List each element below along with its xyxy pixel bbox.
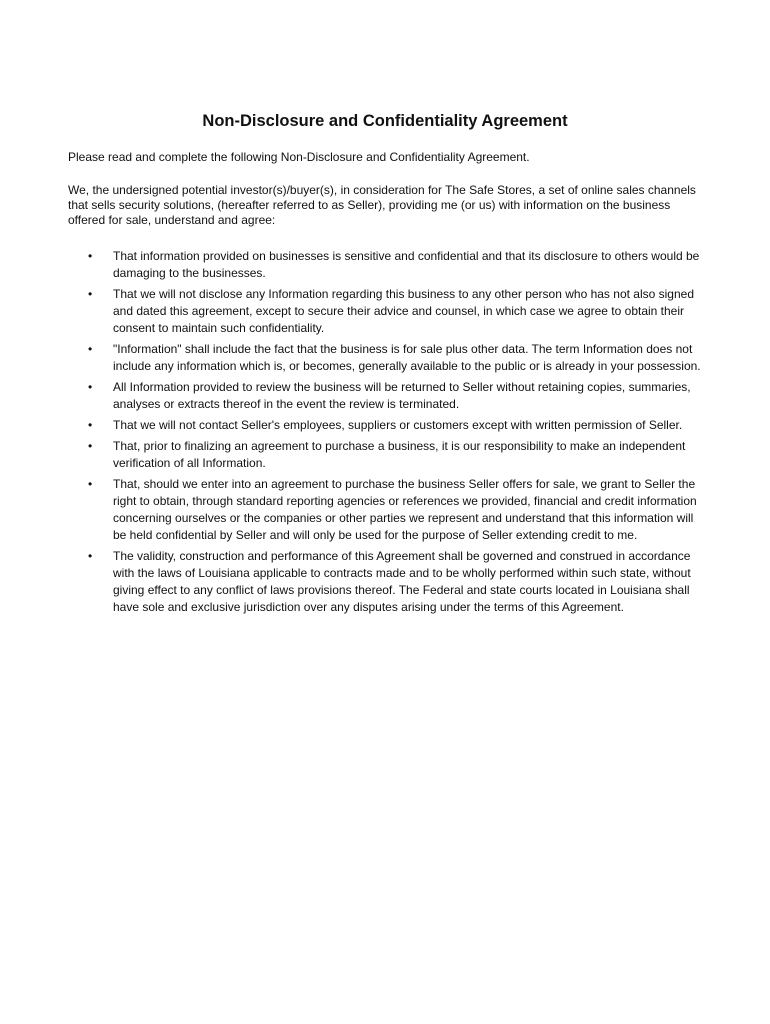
terms-list-item: [68, 248, 708, 282]
document-title: Non-Disclosure and Confidentiality Agreement: [202, 112, 568, 130]
intro-text: Please read and complete the following Non-Disclosure and Confidentiality Agreement.: [68, 150, 530, 164]
terms-list-item: [68, 286, 708, 337]
term-text: That information provided on businesses is sensitive and confidential and that its disclosure to others would be damaging to the businesses.: [113, 249, 700, 280]
bullet-icon: •: [88, 249, 93, 263]
term-text: That, should we enter into an agreement to purchase the business Seller offers for sale, we grant to Seller the right to obtain, through standard reporting agencies or references we provided, financial and credit information concerning ourselves or the companies or other parties we represent and understand that this information will be held confidential by Seller and will only be used for the purpose of Seller extending credit to me.: [113, 477, 697, 542]
terms-list-item: [68, 379, 708, 413]
term-text: "Information" shall include the fact that the business is for sale plus other data. The term Information does not include any information which is, or becomes, generally available to the public or is already in your possession.: [113, 342, 701, 373]
term-text: All Information provided to review the business will be returned to Seller without retaining copies, summaries, analyses or extracts thereof in the event the review is terminated.: [113, 380, 691, 411]
agreement-paragraph: We, the undersigned potential investor(s)/buyer(s), in consideration for The Safe Stores, a set of online sales channels that sells security solutions, (hereafter referred to as Seller), providing me (or us) with information on the business offered for sale, understand and agree:: [68, 183, 696, 227]
terms-list: [68, 248, 708, 620]
terms-list-item: [68, 341, 708, 375]
bullet-icon: •: [88, 477, 93, 491]
term-text: That we will not disclose any Information regarding this business to any other person who has not also signed and dated this agreement, except to secure their advice and counsel, in which case we agree to obtain their consent to maintain such confidentiality.: [113, 287, 694, 335]
term-text: The validity, construction and performance of this Agreement shall be governed and construed in accordance with the laws of Louisiana applicable to contracts made and to be wholly performed within such state, without giving effect to any conflict of laws provisions thereof. The Federal and state courts located in Louisiana shall have sole and exclusive jurisdiction over any disputes arising under the terms of this Agreement.: [113, 549, 691, 614]
bullet-icon: •: [88, 418, 93, 432]
terms-list-item: [68, 476, 708, 544]
bullet-icon: •: [88, 439, 93, 453]
bullet-icon: •: [88, 380, 93, 394]
bullet-icon: •: [88, 549, 93, 563]
terms-list-item: [68, 548, 708, 616]
bullet-icon: •: [88, 342, 93, 356]
terms-list-item: [68, 417, 708, 434]
terms-list-item: [68, 438, 708, 472]
bullet-icon: •: [88, 287, 93, 301]
term-text: That, prior to finalizing an agreement to purchase a business, it is our responsibility to make an independent verification of all Information.: [113, 439, 686, 470]
term-text: That we will not contact Seller's employees, suppliers or customers except with written permission of Seller.: [113, 418, 683, 432]
